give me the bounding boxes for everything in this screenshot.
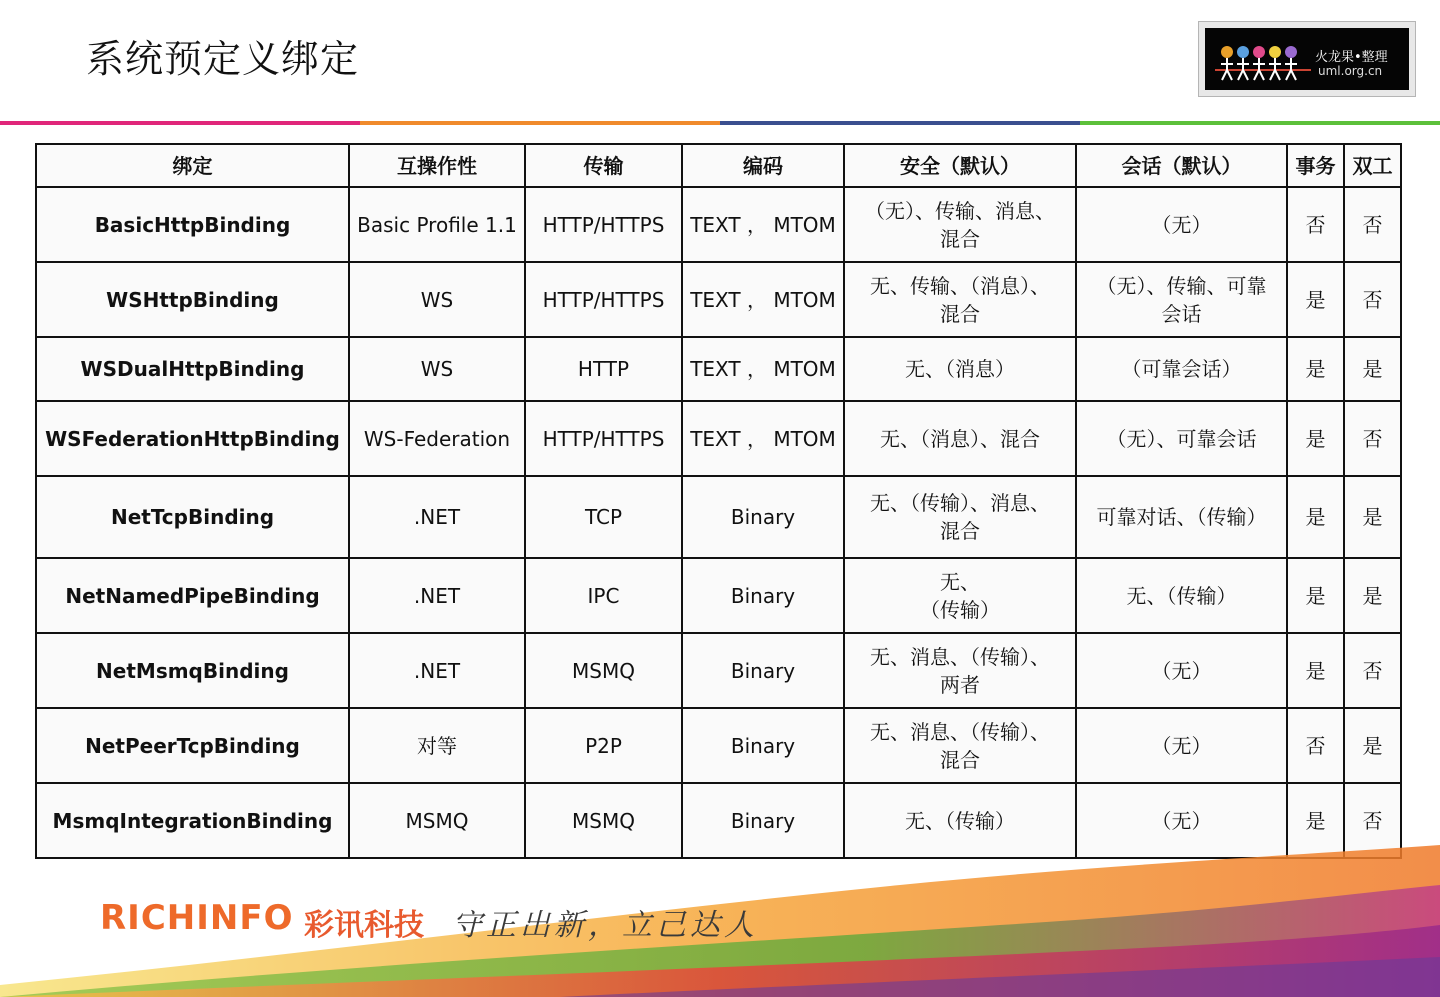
- cell-text: （无）: [1151, 808, 1212, 833]
- table-cell: [349, 337, 525, 401]
- cell-text: 无、消息、（传输）、 两者: [870, 644, 1050, 697]
- cell-text: 是: [1305, 583, 1326, 608]
- cell-text: 是: [1362, 357, 1383, 381]
- cell-text: Binary: [730, 505, 796, 529]
- cell-text: 是: [1305, 287, 1326, 312]
- binding-name-cell: [36, 476, 349, 558]
- cell-text: 否: [1362, 658, 1383, 683]
- cell-text: （无）: [1151, 733, 1212, 758]
- table-cell: [525, 262, 682, 337]
- cell-text: 否: [1362, 426, 1383, 451]
- cell-text: 是: [1305, 808, 1326, 833]
- cell-text: 否: [1305, 733, 1326, 758]
- table-cell: [1287, 633, 1344, 708]
- table-cell: [1344, 476, 1401, 558]
- table-cell: [349, 558, 525, 633]
- cell-text: 无、（传输）: [905, 808, 1015, 833]
- cell-text: 是: [1362, 505, 1383, 529]
- table-cell: [349, 262, 525, 337]
- cell-text: 否: [1362, 808, 1383, 833]
- table-cell: [844, 558, 1076, 633]
- cell-text: TEXT ， MTOM: [690, 357, 836, 381]
- binding-name-cell: [36, 558, 349, 633]
- table-cell: [682, 401, 844, 476]
- column-header: 事务: [1287, 144, 1344, 187]
- table-cell: [1076, 476, 1287, 558]
- divider-segment: [0, 121, 360, 125]
- table-cell: [844, 633, 1076, 708]
- table-row: [36, 187, 1401, 262]
- cell-text: MSMQ: [405, 808, 469, 833]
- table-cell: [349, 633, 525, 708]
- cell-text: TEXT ， MTOM: [690, 212, 836, 237]
- column-header: 会话（默认）: [1076, 144, 1287, 187]
- cell-text: 无、（传输）: [1126, 583, 1237, 608]
- cell-text: 是: [1305, 505, 1326, 529]
- cell-text: Binary: [730, 808, 796, 833]
- cell-text: MSMQ: [572, 808, 635, 833]
- bindings-table: [35, 143, 1402, 859]
- table-cell: [525, 337, 682, 401]
- table-cell: [1287, 187, 1344, 262]
- cell-text: WS-Federation: [363, 426, 511, 451]
- cell-text: Binary: [730, 583, 796, 608]
- table-cell: [1287, 558, 1344, 633]
- binding-name-cell: [36, 187, 349, 262]
- cell-text: Binary: [730, 658, 796, 683]
- table-cell: [525, 633, 682, 708]
- table-cell: [682, 558, 844, 633]
- cell-text: 是: [1362, 583, 1383, 608]
- cell-text: WSHttpBinding: [106, 287, 279, 312]
- table-cell: [1076, 558, 1287, 633]
- cell-text: （无）: [1151, 212, 1212, 237]
- cell-text: TCP: [584, 505, 623, 529]
- table-cell: [1287, 708, 1344, 783]
- column-header: 双工: [1344, 144, 1401, 187]
- logo-inner: [1205, 28, 1409, 90]
- cell-text: NetTcpBinding: [110, 505, 275, 529]
- cell-text: 无、（传输）、消息、 混合: [870, 491, 1050, 543]
- cell-text: 是: [1305, 658, 1326, 683]
- table-cell: [682, 262, 844, 337]
- cell-text: NetNamedPipeBinding: [65, 583, 320, 608]
- binding-name-cell: [36, 262, 349, 337]
- cell-text: IPC: [587, 583, 620, 608]
- table-cell: [682, 633, 844, 708]
- cell-text: 可靠对话、（传输）: [1096, 505, 1267, 529]
- table-header-row: [36, 144, 1401, 187]
- table-cell: [1076, 187, 1287, 262]
- divider-segment: [360, 121, 720, 125]
- table-row: [36, 708, 1401, 783]
- cell-text: NetPeerTcpBinding: [85, 733, 300, 758]
- table-cell: [349, 476, 525, 558]
- logo-badge: [1198, 21, 1416, 97]
- cell-text: （无）、传输、可靠 会话: [1096, 273, 1267, 326]
- table-cell: [1344, 708, 1401, 783]
- divider-segment: [720, 121, 1080, 125]
- logo-text-primary: 火龙果•整理: [1315, 50, 1388, 65]
- table-cell: [1344, 558, 1401, 633]
- cell-text: 否: [1362, 212, 1383, 237]
- brand-slogan: 守正出新，立己达人: [452, 908, 758, 943]
- cell-text: 是: [1305, 426, 1326, 451]
- table-cell: [1287, 262, 1344, 337]
- cell-text: TEXT ， MTOM: [690, 426, 836, 451]
- table-cell: [682, 708, 844, 783]
- table-row: [36, 633, 1401, 708]
- column-header: 传输: [525, 144, 682, 187]
- table-cell: [1287, 401, 1344, 476]
- divider-segment: [1080, 121, 1440, 125]
- cell-text: NetMsmqBinding: [96, 658, 289, 683]
- table-cell: [1344, 401, 1401, 476]
- logo-figures-icon: [1213, 40, 1313, 84]
- table-cell: [844, 337, 1076, 401]
- table-row: [36, 401, 1401, 476]
- column-header: 安全（默认）: [844, 144, 1076, 187]
- table-cell: [1287, 337, 1344, 401]
- binding-name-cell: [36, 633, 349, 708]
- table-row: [36, 558, 1401, 633]
- cell-text: 否: [1305, 212, 1326, 237]
- table-cell: [349, 708, 525, 783]
- cell-text: .NET: [413, 658, 461, 683]
- cell-text: 是: [1305, 357, 1326, 381]
- cell-text: WSFederationHttpBinding: [45, 426, 340, 451]
- cell-text: TEXT ， MTOM: [690, 287, 836, 312]
- cell-text: BasicHttpBinding: [94, 212, 291, 237]
- logo-text-url: uml.org.cn: [1318, 64, 1383, 78]
- cell-text: MSMQ: [572, 658, 635, 683]
- cell-text: （无）: [1151, 658, 1212, 683]
- binding-name-cell: [36, 708, 349, 783]
- cell-text: 无、传输、（消息）、 混合: [870, 273, 1050, 326]
- table-cell: [525, 187, 682, 262]
- cell-text: （无）、可靠会话: [1106, 426, 1257, 451]
- binding-name-cell: [36, 337, 349, 401]
- cell-text: Binary: [730, 733, 796, 758]
- table-cell: [349, 187, 525, 262]
- table-cell: [1344, 187, 1401, 262]
- table-cell: [1344, 633, 1401, 708]
- table-cell: [1344, 262, 1401, 337]
- header-divider: [0, 121, 1440, 125]
- cell-text: 无、消息、（传输）、 混合: [870, 719, 1050, 772]
- cell-text: HTTP/HTTPS: [542, 426, 665, 451]
- cell-text: （无）、传输、消息、 混合: [865, 198, 1055, 251]
- column-header: 互操作性: [349, 144, 525, 187]
- table-cell: [844, 401, 1076, 476]
- table-cell: [1076, 401, 1287, 476]
- column-header: 编码: [682, 144, 844, 187]
- table-cell: [525, 476, 682, 558]
- table-cell: [1287, 476, 1344, 558]
- table-cell: [844, 262, 1076, 337]
- table-cell: [682, 187, 844, 262]
- table-cell: [525, 558, 682, 633]
- cell-text: Basic Profile 1.1: [357, 212, 517, 237]
- cell-text: .NET: [413, 505, 461, 529]
- page-title: 系统预定义绑定: [86, 37, 360, 81]
- column-header: 绑定: [36, 144, 349, 187]
- table-row: [36, 337, 1401, 401]
- table-row: [36, 262, 1401, 337]
- cell-text: WS: [420, 357, 454, 381]
- table-row: [36, 476, 1401, 558]
- table-cell: [1076, 708, 1287, 783]
- table-cell: [349, 401, 525, 476]
- brand-logo-cn: 彩讯科技: [304, 908, 424, 943]
- cell-text: HTTP: [577, 357, 630, 381]
- table-cell: [844, 708, 1076, 783]
- cell-text: MsmqIntegrationBinding: [52, 808, 333, 833]
- cell-text: WSDualHttpBinding: [80, 357, 305, 381]
- cell-text: WS: [420, 287, 454, 312]
- cell-text: 否: [1362, 287, 1383, 312]
- table-cell: [1076, 633, 1287, 708]
- table-cell: [1076, 262, 1287, 337]
- cell-text: P2P: [585, 733, 622, 758]
- cell-text: HTTP/HTTPS: [542, 212, 665, 237]
- cell-text: HTTP/HTTPS: [542, 287, 665, 312]
- cell-text: （可靠会话）: [1121, 357, 1242, 381]
- brand-logo-en: RICHINFO: [100, 898, 294, 938]
- cell-text: 无、 （传输）: [920, 569, 1000, 622]
- binding-name-cell: [36, 401, 349, 476]
- table-cell: [1344, 337, 1401, 401]
- table-cell: [1076, 337, 1287, 401]
- table-cell: [682, 337, 844, 401]
- table-cell: [682, 476, 844, 558]
- table-body: [36, 187, 1401, 858]
- cell-text: .NET: [413, 583, 461, 608]
- cell-text: 对等: [417, 733, 457, 758]
- table-cell: [525, 401, 682, 476]
- cell-text: 是: [1362, 733, 1383, 758]
- table-cell: [844, 476, 1076, 558]
- cell-text: 无、（消息）、混合: [880, 426, 1040, 451]
- cell-text: 无、（消息）: [905, 357, 1015, 381]
- table-cell: [844, 187, 1076, 262]
- table-cell: [525, 708, 682, 783]
